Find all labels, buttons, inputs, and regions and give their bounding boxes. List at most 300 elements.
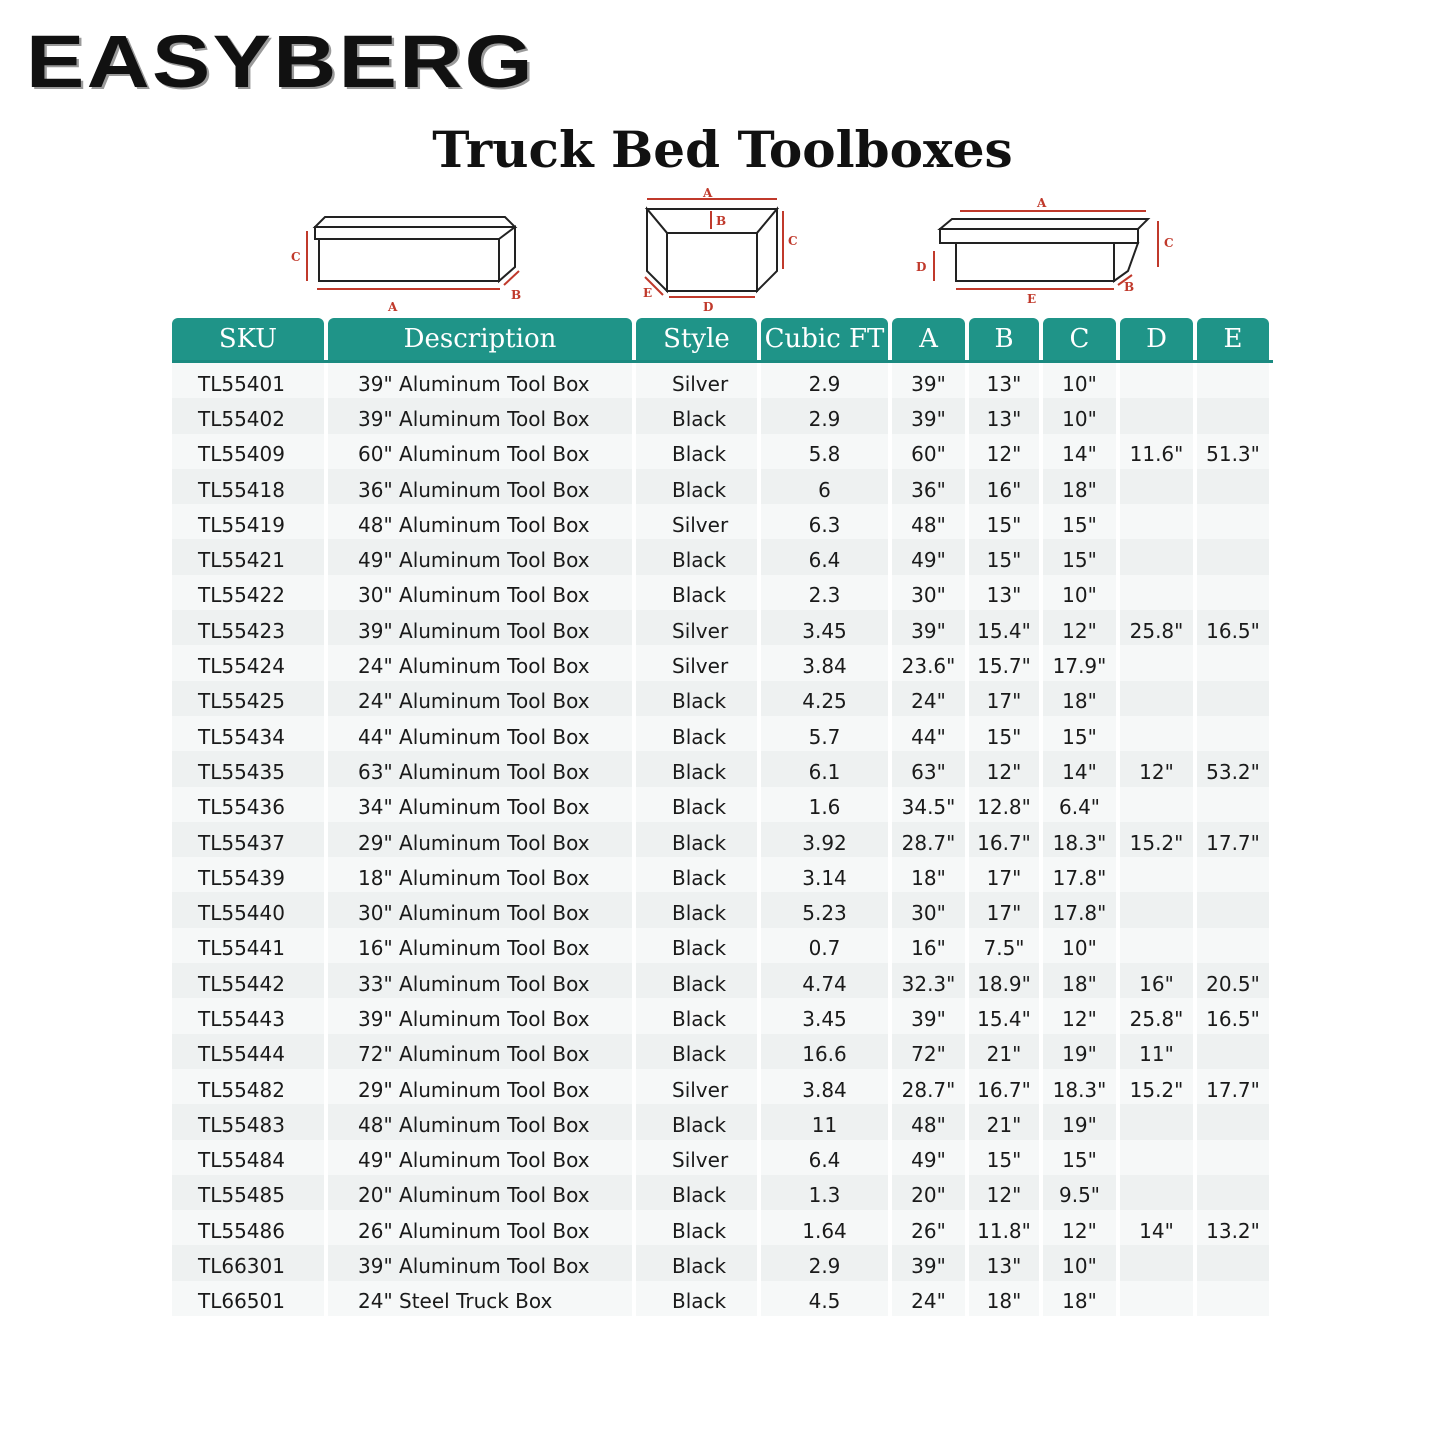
cell-style: Black: [636, 681, 757, 716]
cell-description: 39" Aluminum Tool Box: [328, 398, 632, 433]
cell-sku: TL55485: [172, 1175, 324, 1210]
cell-style: Silver: [636, 1069, 757, 1104]
cell-dim-a: 49": [892, 1140, 965, 1175]
cell-dim-d: [1120, 928, 1193, 963]
cell-description: 44" Aluminum Tool Box: [328, 716, 632, 751]
cell-cubic-ft: 3.45: [761, 998, 888, 1033]
cell-dim-e: 17.7": [1197, 822, 1269, 857]
cell-dim-b: 13": [969, 575, 1039, 610]
cell-sku: TL55484: [172, 1140, 324, 1175]
cell-dim-d: [1120, 892, 1193, 927]
cell-dim-a: 26": [892, 1210, 965, 1245]
table-row: [172, 1034, 1273, 1069]
cell-cubic-ft: 3.92: [761, 822, 888, 857]
table-row: [172, 1245, 1273, 1280]
cell-dim-a: 32.3": [892, 963, 965, 998]
cell-dim-b: 18.9": [969, 963, 1039, 998]
cell-dim-c: 15": [1043, 716, 1116, 751]
cell-dim-b: 16.7": [969, 822, 1039, 857]
toolbox-diagram-2: [635, 185, 810, 315]
cell-dim-b: 15": [969, 504, 1039, 539]
cell-dim-c: 12": [1043, 1210, 1116, 1245]
table-row: [172, 434, 1273, 469]
cell-dim-a: 36": [892, 469, 965, 504]
cell-dim-e: 53.2": [1197, 751, 1269, 786]
cell-description: 34" Aluminum Tool Box: [328, 787, 632, 822]
cell-description: 39" Aluminum Tool Box: [328, 363, 632, 398]
cell-cubic-ft: 5.7: [761, 716, 888, 751]
label-c: C: [291, 250, 301, 264]
cell-dim-b: 15": [969, 1140, 1039, 1175]
cell-dim-e: 51.3": [1197, 434, 1269, 469]
cell-dim-b: 12.8": [969, 787, 1039, 822]
cell-dim-c: 15": [1043, 1140, 1116, 1175]
cell-sku: TL55418: [172, 469, 324, 504]
cell-dim-b: 18": [969, 1281, 1039, 1316]
cell-dim-d: [1120, 398, 1193, 433]
cell-dim-a: 28.7": [892, 1069, 965, 1104]
label-b: B: [716, 214, 727, 228]
cell-dim-e: [1197, 469, 1269, 504]
cell-description: 39" Aluminum Tool Box: [328, 998, 632, 1033]
cell-dim-e: 16.5": [1197, 998, 1269, 1033]
cell-dim-b: 13": [969, 363, 1039, 398]
table-row: [172, 892, 1273, 927]
cell-dim-a: 24": [892, 1281, 965, 1316]
cell-dim-d: 25.8": [1120, 610, 1193, 645]
column-header-cubic-ft: Cubic FT: [761, 318, 888, 360]
cell-dim-a: 34.5": [892, 787, 965, 822]
cell-description: 18" Aluminum Tool Box: [328, 857, 632, 892]
cell-description: 33" Aluminum Tool Box: [328, 963, 632, 998]
cell-sku: TL55434: [172, 716, 324, 751]
cell-cubic-ft: 2.3: [761, 575, 888, 610]
cell-dim-e: 13.2": [1197, 1210, 1269, 1245]
label-d: D: [916, 260, 927, 274]
cell-cubic-ft: 1.3: [761, 1175, 888, 1210]
cell-description: 48" Aluminum Tool Box: [328, 1104, 632, 1139]
cell-dim-e: [1197, 1140, 1269, 1175]
cell-description: 39" Aluminum Tool Box: [328, 1245, 632, 1280]
column-header-sku: SKU: [172, 318, 324, 360]
cell-dim-e: [1197, 787, 1269, 822]
cell-dim-e: [1197, 504, 1269, 539]
cell-dim-c: 19": [1043, 1104, 1116, 1139]
cell-dim-b: 15.7": [969, 645, 1039, 680]
column-header-dim-b: B: [969, 318, 1039, 360]
cell-dim-d: [1120, 1281, 1193, 1316]
cell-dim-b: 15": [969, 539, 1039, 574]
cell-cubic-ft: 3.14: [761, 857, 888, 892]
cell-cubic-ft: 2.9: [761, 1245, 888, 1280]
cell-sku: TL55423: [172, 610, 324, 645]
cell-dim-c: 12": [1043, 998, 1116, 1033]
column-header-dim-a: A: [892, 318, 965, 360]
table-body: [172, 363, 1273, 1316]
cell-style: Black: [636, 1034, 757, 1069]
cell-dim-d: [1120, 645, 1193, 680]
cell-dim-e: 17.7": [1197, 1069, 1269, 1104]
cell-dim-b: 21": [969, 1104, 1039, 1139]
cell-dim-a: 30": [892, 575, 965, 610]
cell-style: Black: [636, 1175, 757, 1210]
table-row: [172, 398, 1273, 433]
cell-style: Black: [636, 751, 757, 786]
table-row: [172, 787, 1273, 822]
cell-description: 24" Steel Truck Box: [328, 1281, 632, 1316]
cell-dim-a: 16": [892, 928, 965, 963]
cell-dim-c: 18": [1043, 469, 1116, 504]
cell-dim-d: [1120, 1104, 1193, 1139]
cell-dim-c: 18.3": [1043, 1069, 1116, 1104]
toolbox-diagram-1: [285, 205, 535, 315]
table-row: [172, 928, 1273, 963]
cell-description: 49" Aluminum Tool Box: [328, 1140, 632, 1175]
label-e: E: [1027, 292, 1037, 306]
cell-dim-c: 10": [1043, 1245, 1116, 1280]
cell-dim-b: 15.4": [969, 610, 1039, 645]
cell-dim-d: 25.8": [1120, 998, 1193, 1033]
cell-cubic-ft: 2.9: [761, 363, 888, 398]
cell-style: Black: [636, 963, 757, 998]
cell-description: 72" Aluminum Tool Box: [328, 1034, 632, 1069]
table-row: [172, 1140, 1273, 1175]
cell-dim-a: 39": [892, 363, 965, 398]
cell-dim-c: 10": [1043, 575, 1116, 610]
table-row: [172, 1175, 1273, 1210]
label-b: B: [511, 288, 522, 302]
cell-description: 30" Aluminum Tool Box: [328, 575, 632, 610]
cell-style: Black: [636, 1210, 757, 1245]
cell-dim-a: 44": [892, 716, 965, 751]
cell-sku: TL55424: [172, 645, 324, 680]
cell-dim-b: 13": [969, 398, 1039, 433]
cell-style: Silver: [636, 504, 757, 539]
cell-dim-a: 39": [892, 998, 965, 1033]
cell-sku: TL66501: [172, 1281, 324, 1316]
cell-cubic-ft: 4.25: [761, 681, 888, 716]
cell-sku: TL55439: [172, 857, 324, 892]
cell-dim-d: 11.6": [1120, 434, 1193, 469]
cell-dim-d: 15.2": [1120, 1069, 1193, 1104]
cell-description: 36" Aluminum Tool Box: [328, 469, 632, 504]
cell-sku: TL55435: [172, 751, 324, 786]
cell-dim-a: 60": [892, 434, 965, 469]
cell-cubic-ft: 3.84: [761, 1069, 888, 1104]
cell-style: Silver: [636, 1140, 757, 1175]
cell-cubic-ft: 3.45: [761, 610, 888, 645]
cell-cubic-ft: 1.64: [761, 1210, 888, 1245]
cell-dim-d: 11": [1120, 1034, 1193, 1069]
column-header-description: Description: [328, 318, 632, 360]
toolbox-spec-table: [172, 318, 1273, 1316]
label-e: E: [643, 286, 653, 300]
cell-dim-e: 20.5": [1197, 963, 1269, 998]
table-row: [172, 363, 1273, 398]
table-row: [172, 963, 1273, 998]
column-header-style: Style: [636, 318, 757, 360]
cell-dim-b: 21": [969, 1034, 1039, 1069]
cell-dim-b: 12": [969, 751, 1039, 786]
cell-dim-e: [1197, 575, 1269, 610]
table-row: [172, 469, 1273, 504]
cell-dim-e: [1197, 857, 1269, 892]
cell-description: 26" Aluminum Tool Box: [328, 1210, 632, 1245]
table-row: [172, 1069, 1273, 1104]
cell-cubic-ft: 3.84: [761, 645, 888, 680]
cell-dim-e: [1197, 398, 1269, 433]
cell-cubic-ft: 11: [761, 1104, 888, 1139]
cell-sku: TL55440: [172, 892, 324, 927]
cell-dim-a: 20": [892, 1175, 965, 1210]
label-c: C: [788, 234, 798, 248]
cell-dim-d: [1120, 539, 1193, 574]
cell-sku: TL55486: [172, 1210, 324, 1245]
cell-dim-b: 15": [969, 716, 1039, 751]
cell-style: Black: [636, 398, 757, 433]
cell-dim-d: [1120, 1175, 1193, 1210]
cell-dim-c: 15": [1043, 504, 1116, 539]
cell-dim-d: [1120, 857, 1193, 892]
cell-style: Black: [636, 1245, 757, 1280]
toolbox-diagram-3: [912, 195, 1182, 310]
cell-style: Silver: [636, 645, 757, 680]
cell-sku: TL55401: [172, 363, 324, 398]
cell-dim-b: 12": [969, 1175, 1039, 1210]
cell-style: Silver: [636, 610, 757, 645]
cell-dim-d: [1120, 469, 1193, 504]
cell-cubic-ft: 5.23: [761, 892, 888, 927]
cell-sku: TL55419: [172, 504, 324, 539]
cell-dim-a: 63": [892, 751, 965, 786]
cell-style: Black: [636, 928, 757, 963]
cell-description: 16" Aluminum Tool Box: [328, 928, 632, 963]
cell-sku: TL55436: [172, 787, 324, 822]
table-row: [172, 822, 1273, 857]
table-header-row: [172, 318, 1273, 363]
cell-dim-c: 18": [1043, 681, 1116, 716]
cell-style: Black: [636, 434, 757, 469]
cell-cubic-ft: 6: [761, 469, 888, 504]
cell-cubic-ft: 6.3: [761, 504, 888, 539]
cell-cubic-ft: 2.9: [761, 398, 888, 433]
cell-dim-e: [1197, 928, 1269, 963]
cell-sku: TL55443: [172, 998, 324, 1033]
table-row: [172, 681, 1273, 716]
cell-dim-d: [1120, 681, 1193, 716]
cell-sku: TL55409: [172, 434, 324, 469]
cell-dim-b: 15.4": [969, 998, 1039, 1033]
label-c: C: [1164, 236, 1174, 250]
table-row: [172, 751, 1273, 786]
cell-dim-b: 17": [969, 892, 1039, 927]
cell-dim-e: 16.5": [1197, 610, 1269, 645]
cell-cubic-ft: 6.4: [761, 1140, 888, 1175]
cell-dim-d: [1120, 504, 1193, 539]
cell-dim-c: 14": [1043, 434, 1116, 469]
cell-dim-a: 72": [892, 1034, 965, 1069]
cell-dim-a: 48": [892, 1104, 965, 1139]
cell-dim-d: [1120, 1140, 1193, 1175]
label-a: A: [388, 300, 398, 314]
cell-dim-d: [1120, 363, 1193, 398]
table-row: [172, 610, 1273, 645]
cell-dim-e: [1197, 1034, 1269, 1069]
table-row: [172, 1104, 1273, 1139]
cell-dim-a: 39": [892, 1245, 965, 1280]
cell-description: 29" Aluminum Tool Box: [328, 822, 632, 857]
cell-dim-c: 9.5": [1043, 1175, 1116, 1210]
cell-dim-c: 19": [1043, 1034, 1116, 1069]
cell-dim-a: 49": [892, 539, 965, 574]
cell-sku: TL55482: [172, 1069, 324, 1104]
page-title: Truck Bed Toolboxes: [432, 120, 1013, 179]
table-row: [172, 998, 1273, 1033]
cell-dim-a: 18": [892, 857, 965, 892]
cell-dim-b: 16.7": [969, 1069, 1039, 1104]
brand-logo: EASYBERG: [26, 20, 535, 103]
cell-dim-a: 30": [892, 892, 965, 927]
cell-dim-d: [1120, 716, 1193, 751]
cell-style: Black: [636, 575, 757, 610]
cell-dim-c: 10": [1043, 928, 1116, 963]
cell-dim-e: [1197, 363, 1269, 398]
cell-dim-a: 23.6": [892, 645, 965, 680]
cell-dim-c: 10": [1043, 363, 1116, 398]
cell-sku: TL55483: [172, 1104, 324, 1139]
cell-description: 24" Aluminum Tool Box: [328, 681, 632, 716]
cell-dim-c: 18": [1043, 1281, 1116, 1316]
table-row: [172, 504, 1273, 539]
cell-dim-c: 14": [1043, 751, 1116, 786]
cell-dim-d: 15.2": [1120, 822, 1193, 857]
cell-dim-c: 15": [1043, 539, 1116, 574]
cell-dim-b: 11.8": [969, 1210, 1039, 1245]
cell-dim-b: 7.5": [969, 928, 1039, 963]
cell-style: Black: [636, 1281, 757, 1316]
cell-description: 48" Aluminum Tool Box: [328, 504, 632, 539]
cell-dim-b: 16": [969, 469, 1039, 504]
cell-description: 24" Aluminum Tool Box: [328, 645, 632, 680]
column-header-dim-d: D: [1120, 318, 1193, 360]
cell-sku: TL55437: [172, 822, 324, 857]
column-header-dim-c: C: [1043, 318, 1116, 360]
cell-style: Black: [636, 469, 757, 504]
cell-style: Black: [636, 892, 757, 927]
cell-style: Black: [636, 822, 757, 857]
cell-dim-c: 17.9": [1043, 645, 1116, 680]
cell-style: Black: [636, 539, 757, 574]
cell-sku: TL55421: [172, 539, 324, 574]
table-row: [172, 716, 1273, 751]
cell-dim-a: 24": [892, 681, 965, 716]
cell-sku: TL55441: [172, 928, 324, 963]
cell-style: Black: [636, 998, 757, 1033]
cell-dim-b: 17": [969, 857, 1039, 892]
cell-sku: TL55425: [172, 681, 324, 716]
cell-description: 29" Aluminum Tool Box: [328, 1069, 632, 1104]
cell-style: Black: [636, 1104, 757, 1139]
cell-dim-b: 13": [969, 1245, 1039, 1280]
cell-dim-d: [1120, 787, 1193, 822]
cell-cubic-ft: 0.7: [761, 928, 888, 963]
table-row: [172, 1281, 1273, 1316]
cell-dim-d: [1120, 575, 1193, 610]
cell-cubic-ft: 5.8: [761, 434, 888, 469]
cell-sku: TL66301: [172, 1245, 324, 1280]
cell-description: 20" Aluminum Tool Box: [328, 1175, 632, 1210]
label-d: D: [703, 300, 714, 314]
cell-sku: TL55402: [172, 398, 324, 433]
cell-sku: TL55442: [172, 963, 324, 998]
cell-dim-d: 16": [1120, 963, 1193, 998]
cell-dim-c: 10": [1043, 398, 1116, 433]
cell-cubic-ft: 6.4: [761, 539, 888, 574]
cell-style: Black: [636, 787, 757, 822]
cell-cubic-ft: 4.5: [761, 1281, 888, 1316]
cell-dim-c: 17.8": [1043, 857, 1116, 892]
cell-dim-d: 12": [1120, 751, 1193, 786]
cell-dim-e: [1197, 1175, 1269, 1210]
cell-style: Black: [636, 716, 757, 751]
table-row: [172, 539, 1273, 574]
cell-dim-b: 12": [969, 434, 1039, 469]
cell-description: 30" Aluminum Tool Box: [328, 892, 632, 927]
cell-dim-a: 39": [892, 610, 965, 645]
cell-dim-a: 48": [892, 504, 965, 539]
cell-style: Silver: [636, 363, 757, 398]
cell-dim-a: 39": [892, 398, 965, 433]
table-row: [172, 1210, 1273, 1245]
column-header-dim-e: E: [1197, 318, 1269, 360]
cell-dim-e: [1197, 716, 1269, 751]
cell-dim-c: 17.8": [1043, 892, 1116, 927]
cell-description: 60" Aluminum Tool Box: [328, 434, 632, 469]
label-a: A: [1037, 196, 1047, 210]
table-row: [172, 857, 1273, 892]
cell-dim-e: [1197, 681, 1269, 716]
cell-dim-e: [1197, 1281, 1269, 1316]
cell-dim-a: 28.7": [892, 822, 965, 857]
table-row: [172, 645, 1273, 680]
cell-cubic-ft: 4.74: [761, 963, 888, 998]
cell-cubic-ft: 1.6: [761, 787, 888, 822]
cell-dim-c: 18": [1043, 963, 1116, 998]
cell-dim-e: [1197, 645, 1269, 680]
cell-dim-b: 17": [969, 681, 1039, 716]
cell-sku: TL55444: [172, 1034, 324, 1069]
cell-cubic-ft: 16.6: [761, 1034, 888, 1069]
cell-dim-d: 14": [1120, 1210, 1193, 1245]
cell-style: Black: [636, 857, 757, 892]
table-row: [172, 575, 1273, 610]
cell-dim-e: [1197, 892, 1269, 927]
cell-description: 39" Aluminum Tool Box: [328, 610, 632, 645]
cell-cubic-ft: 6.1: [761, 751, 888, 786]
cell-dim-c: 18.3": [1043, 822, 1116, 857]
cell-dim-c: 12": [1043, 610, 1116, 645]
cell-dim-e: [1197, 539, 1269, 574]
label-b: B: [1124, 280, 1135, 294]
cell-description: 63" Aluminum Tool Box: [328, 751, 632, 786]
cell-sku: TL55422: [172, 575, 324, 610]
cell-dim-e: [1197, 1104, 1269, 1139]
cell-dim-c: 6.4": [1043, 787, 1116, 822]
cell-dim-e: [1197, 1245, 1269, 1280]
label-a: A: [703, 186, 713, 200]
cell-dim-d: [1120, 1245, 1193, 1280]
cell-description: 49" Aluminum Tool Box: [328, 539, 632, 574]
